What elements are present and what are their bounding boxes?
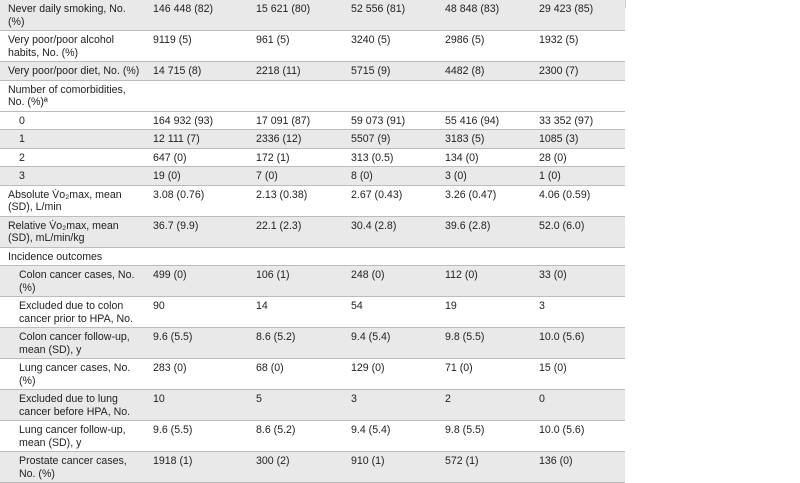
cell-high: 1085 (3) [531, 130, 625, 149]
cell-all: 36.7 (9.9) [145, 216, 248, 247]
cell-all: 10 [145, 390, 248, 421]
cell-moderate [437, 247, 531, 266]
row-label: Incidence outcomes [0, 247, 145, 266]
cell-all: 14 715 (8) [145, 62, 248, 81]
cell-very-low: 5 [248, 390, 343, 421]
table-row [0, 31, 625, 62]
row-label: Absolute V̇o₂max, mean (SD), L/min [0, 185, 145, 216]
row-label: 0 [0, 111, 145, 130]
cell-very-low: 14 [248, 297, 343, 328]
cell-high: 28 (0) [531, 148, 625, 167]
cell-low: 8 (0) [343, 167, 437, 186]
table-row [0, 421, 625, 452]
table-row [0, 247, 625, 266]
cell-moderate: 4482 (8) [437, 62, 531, 81]
cell-high: 52.0 (6.0) [531, 216, 625, 247]
table-row [0, 148, 625, 167]
column-divider [625, 0, 626, 8]
table-row [0, 111, 625, 130]
cell-high: 33 (0) [531, 266, 625, 297]
row-label: Number of comorbidities, No. (%)ª [0, 80, 145, 111]
table-row [0, 167, 625, 186]
cell-moderate: 19 [437, 297, 531, 328]
cell-moderate: 9.8 (5.5) [437, 421, 531, 452]
cell-high [531, 80, 625, 111]
cell-high: 3 [531, 297, 625, 328]
cell-moderate: 2986 (5) [437, 31, 531, 62]
table-row [0, 297, 625, 328]
row-label: Lung cancer cases, No. (%) [0, 359, 145, 390]
cell-very-low: 8.6 (5.2) [248, 421, 343, 452]
cell-low: 5507 (9) [343, 130, 437, 149]
cell-very-low: 300 (2) [248, 452, 343, 483]
cell-all: 283 (0) [145, 359, 248, 390]
table-row [0, 266, 625, 297]
table-row [0, 185, 625, 216]
cell-all: 9.6 (5.5) [145, 328, 248, 359]
cell-low: 2.67 (0.43) [343, 185, 437, 216]
cell-low: 54 [343, 297, 437, 328]
cell-moderate: 48 848 (83) [437, 0, 531, 31]
row-label: 3 [0, 167, 145, 186]
cell-all: 9.6 (5.5) [145, 421, 248, 452]
table-row [0, 328, 625, 359]
cell-very-low: 15 621 (80) [248, 0, 343, 31]
row-label: Never daily smoking, No. (%) [0, 0, 145, 31]
cell-very-low: 68 (0) [248, 359, 343, 390]
cell-low: 59 073 (91) [343, 111, 437, 130]
table-row [0, 130, 625, 149]
cell-moderate: 2 [437, 390, 531, 421]
cell-high: 1 (0) [531, 167, 625, 186]
cell-very-low: 8.6 (5.2) [248, 328, 343, 359]
cell-all: 146 448 (82) [145, 0, 248, 31]
row-label: 2 [0, 148, 145, 167]
cell-all: 647 (0) [145, 148, 248, 167]
cell-low: 9.4 (5.4) [343, 328, 437, 359]
table-row [0, 80, 625, 111]
cell-all: 9119 (5) [145, 31, 248, 62]
cell-all: 499 (0) [145, 266, 248, 297]
cell-very-low: 22.1 (2.3) [248, 216, 343, 247]
table-row [0, 62, 625, 81]
cell-low: 9.4 (5.4) [343, 421, 437, 452]
cell-all: 3.08 (0.76) [145, 185, 248, 216]
table-row [0, 216, 625, 247]
table-row [0, 390, 625, 421]
cell-moderate: 3 (0) [437, 167, 531, 186]
cell-very-low: 2336 (12) [248, 130, 343, 149]
cell-all: 1918 (1) [145, 452, 248, 483]
table-row [0, 452, 625, 483]
cell-all: 164 932 (93) [145, 111, 248, 130]
cell-all: 19 (0) [145, 167, 248, 186]
cell-moderate: 3183 (5) [437, 130, 531, 149]
cell-high: 10.0 (5.6) [531, 328, 625, 359]
cell-very-low: 2.13 (0.38) [248, 185, 343, 216]
cell-moderate: 71 (0) [437, 359, 531, 390]
cell-high: 1932 (5) [531, 31, 625, 62]
cell-low [343, 247, 437, 266]
cell-high [531, 247, 625, 266]
cell-high: 0 [531, 390, 625, 421]
cell-all: 12 111 (7) [145, 130, 248, 149]
cell-moderate: 55 416 (94) [437, 111, 531, 130]
cell-all: 90 [145, 297, 248, 328]
cell-high: 10.0 (5.6) [531, 421, 625, 452]
blank-margin [625, 0, 800, 419]
cell-high: 4.06 (0.59) [531, 185, 625, 216]
cell-moderate: 39.6 (2.8) [437, 216, 531, 247]
cell-low: 313 (0.5) [343, 148, 437, 167]
row-label: Excluded due to colon cancer prior to HPA, No. [0, 297, 145, 328]
cell-very-low: 172 (1) [248, 148, 343, 167]
row-label: Excluded due to lung cancer before HPA, No. [0, 390, 145, 421]
cell-moderate: 572 (1) [437, 452, 531, 483]
cell-moderate: 112 (0) [437, 266, 531, 297]
cell-moderate: 3.26 (0.47) [437, 185, 531, 216]
cell-very-low: 7 (0) [248, 167, 343, 186]
row-label: Colon cancer cases, No. (%) [0, 266, 145, 297]
row-label: 1 [0, 130, 145, 149]
cell-high: 33 352 (97) [531, 111, 625, 130]
cell-low: 5715 (9) [343, 62, 437, 81]
cell-all [145, 80, 248, 111]
cell-low: 129 (0) [343, 359, 437, 390]
row-label: Prostate cancer cases, No. (%) [0, 452, 145, 483]
cell-all [145, 247, 248, 266]
cell-low: 52 556 (81) [343, 0, 437, 31]
cell-very-low: 2218 (11) [248, 62, 343, 81]
cell-moderate [437, 80, 531, 111]
cell-low [343, 80, 437, 111]
row-label: Colon cancer follow-up, mean (SD), y [0, 328, 145, 359]
cell-very-low [248, 247, 343, 266]
cell-very-low [248, 80, 343, 111]
cell-high: 136 (0) [531, 452, 625, 483]
row-label: Very poor/poor diet, No. (%) [0, 62, 145, 81]
cell-low: 3240 (5) [343, 31, 437, 62]
row-label: Relative V̇o₂max, mean (SD), mL/min/kg [0, 216, 145, 247]
cell-low: 30.4 (2.8) [343, 216, 437, 247]
row-label: Lung cancer follow-up, mean (SD), y [0, 421, 145, 452]
cell-low: 248 (0) [343, 266, 437, 297]
row-label: Very poor/poor alcohol habits, No. (%) [0, 31, 145, 62]
cell-very-low: 106 (1) [248, 266, 343, 297]
cell-low: 3 [343, 390, 437, 421]
cell-high: 15 (0) [531, 359, 625, 390]
table-row [0, 0, 625, 31]
cell-very-low: 17 091 (87) [248, 111, 343, 130]
cell-moderate: 9.8 (5.5) [437, 328, 531, 359]
cell-low: 910 (1) [343, 452, 437, 483]
cell-very-low: 961 (5) [248, 31, 343, 62]
table-row [0, 359, 625, 390]
cell-high: 2300 (7) [531, 62, 625, 81]
cell-moderate: 134 (0) [437, 148, 531, 167]
cell-high: 29 423 (85) [531, 0, 625, 31]
